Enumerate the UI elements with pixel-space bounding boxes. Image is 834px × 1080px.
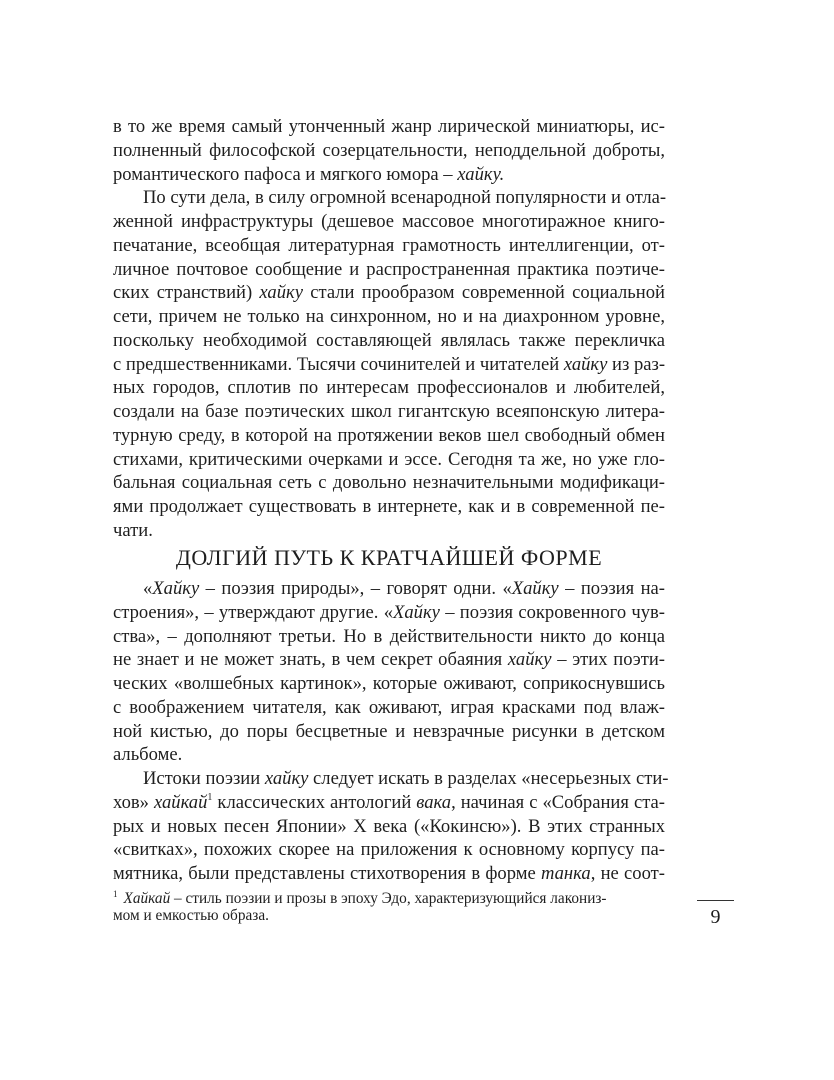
text-line: ских странствий) хайку стали прообразом современной социальной — [113, 282, 665, 304]
italic-term: хайку — [507, 649, 552, 671]
text-line: ной кистью, до поры бесцветные и невзрачные рисунки в детском — [113, 720, 665, 742]
text-line: хов» хайкай$^1$ классических антологий вака, начиная с «Собрания ста- — [113, 791, 665, 813]
italic-term: хайку — [563, 353, 608, 375]
text-line: с воображением читателя, как оживают, играя красками под влаж- — [113, 696, 665, 718]
text-line: ства», – дополняют третьи. Но в действительности никто до конца — [113, 625, 665, 647]
paragraph-block-intro — [113, 115, 665, 543]
text-line: «свитках», похожих скорее на приложения к основному корпусу па- — [113, 839, 665, 861]
text-line: в то же время самый утонченный жанр лирической миниатюры, ис- — [113, 116, 665, 137]
italic-term: Хайку — [152, 578, 200, 599]
section-heading: ДОЛГИЙ ПУТЬ К КРАТЧАЙШЕЙ ФОРМЕ — [175, 545, 603, 570]
italic-term: хайку. — [457, 163, 505, 185]
italic-term: хайку — [259, 282, 303, 304]
italic-term: Хайку — [511, 578, 559, 599]
footnote-marker: 1 — [113, 889, 118, 899]
text-line: «Хайку – поэзия природы», – говорят одни. «Хайку – поэзия на- — [143, 578, 665, 599]
footnote-reference: 1 — [207, 791, 213, 803]
text-line: По сути дела, в силу огромной всенародной популярности и отла- — [143, 187, 667, 209]
text-line: поскольку необходимой составляющей являлась также перекличка — [113, 329, 665, 351]
text-line: мятника, были представлены стихотворения в форме танка, не соот- — [113, 863, 665, 884]
page-number: 9 — [710, 906, 721, 928]
text-line: стихами, критическими очерками и эссе. Сегодня та же, но уже гло- — [113, 448, 665, 470]
text-line: рых и новых песен Японии» X века («Кокинсю»). В этих странных — [113, 815, 665, 837]
text-line: чати. — [113, 519, 153, 541]
footnote-line: $^1$ Хайкай – стиль поэзии и прозы в эпоху Эдо, характеризующийся лакониз- — [113, 889, 607, 907]
italic-term: хайку — [264, 768, 309, 789]
footnote-line: мом и емкостью образа. — [113, 907, 269, 924]
italic-term: вака — [416, 791, 452, 813]
text-line: ческих «волшебных картинок», которые оживают, соприкоснувшись — [113, 673, 665, 694]
text-line: полненный философской созерцательности, неподдельной доброты, — [113, 139, 665, 161]
text-line: турную среду, в которой на протяжении веков шел свободный обмен — [113, 424, 665, 446]
italic-term: Хайкай — [123, 890, 171, 907]
italic-term: Хайку — [393, 601, 440, 623]
page-number-rule — [697, 900, 734, 901]
text-line: ных городов, сплотив по интересам профессионалов и любителей, — [113, 377, 665, 399]
text-line: с предшественниками. Тысячи сочинителей и читателей хайку из раз- — [113, 353, 666, 375]
text-line: не знает и не может знать, в чем секрет обаяния хайку – этих поэти- — [113, 649, 665, 671]
italic-term: танка — [540, 863, 591, 884]
text-line: Истоки поэзии хайку следует искать в разделах «несерьезных сти- — [143, 768, 669, 789]
footnote — [113, 883, 607, 927]
paragraph-block-section — [113, 577, 669, 886]
text-line: строения», – утверждают другие. «Хайку – поэзия сокровенного чув- — [113, 601, 666, 623]
text-line: альбоме. — [113, 744, 183, 766]
text-line: женной инфраструктуры (дешевое массовое многотиражное книго- — [113, 211, 665, 232]
text-line: романтического пафоса и мягкого юмора – хайку. — [113, 163, 505, 185]
italic-term: хайкай — [153, 791, 208, 813]
text-line: создали на базе поэтических школ гигантскую всеяпонскую литера- — [113, 401, 665, 422]
text-line: ями продолжает существовать в интернете, как и в современной пе- — [113, 496, 665, 517]
text-line: сети, причем не только на синхронном, но и на диахронном уровне, — [113, 306, 665, 327]
text-line: бальная социальная сеть с довольно незначительными модификаци- — [113, 472, 665, 494]
text-line: личное почтовое сообщение и распространенная практика поэтиче- — [113, 258, 665, 280]
text-line: печатание, всеобщая литературная грамотность интеллигенции, от- — [113, 234, 665, 256]
